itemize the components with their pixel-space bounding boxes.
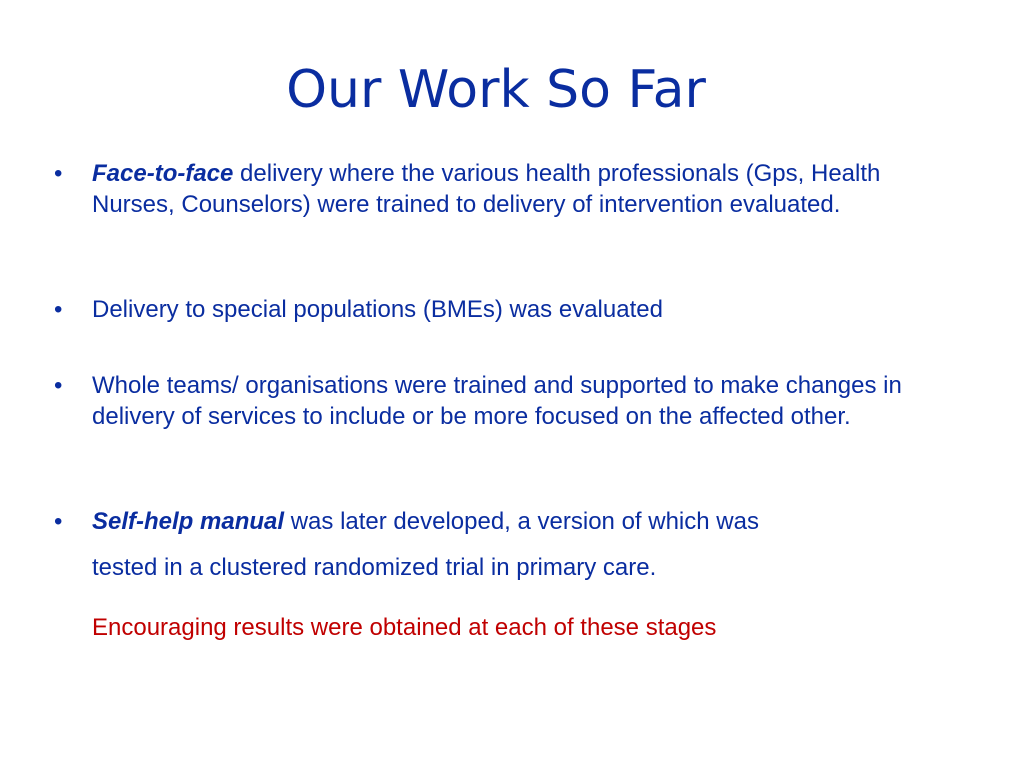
bullet-body: delivery where the various health professionals (Gps, Health Nurses, Counselors) were trained to delivery of intervention evaluated.: [92, 160, 881, 218]
bullet-text: [92, 370, 962, 432]
bullet-marker: •: [54, 372, 63, 399]
results-note: Encouraging results were obtained at each of these stages: [92, 614, 717, 641]
bullet-body: Whole teams/ organisations were trained and supported to make changes in delivery of services to include or be more focused on the affected other.: [92, 372, 902, 430]
bullet-marker: •: [54, 508, 63, 535]
bullet-text: [92, 294, 962, 325]
bullet-body: Delivery to special populations (BMEs) was evaluated: [92, 296, 663, 323]
bullet-continuation: tested in a clustered randomized trial in primary care.: [92, 554, 657, 581]
bullet-text: [92, 506, 962, 537]
bullet-body: was later developed, a version of which was: [284, 508, 759, 535]
bullet-marker: •: [54, 296, 63, 323]
slide-title: Our Work So Far: [286, 60, 706, 120]
bullet-emphasis: Face-to-face: [92, 160, 234, 187]
bullet-emphasis: Self-help manual: [92, 508, 285, 535]
bullet-marker: •: [54, 160, 63, 187]
bullet-text: [92, 158, 962, 220]
